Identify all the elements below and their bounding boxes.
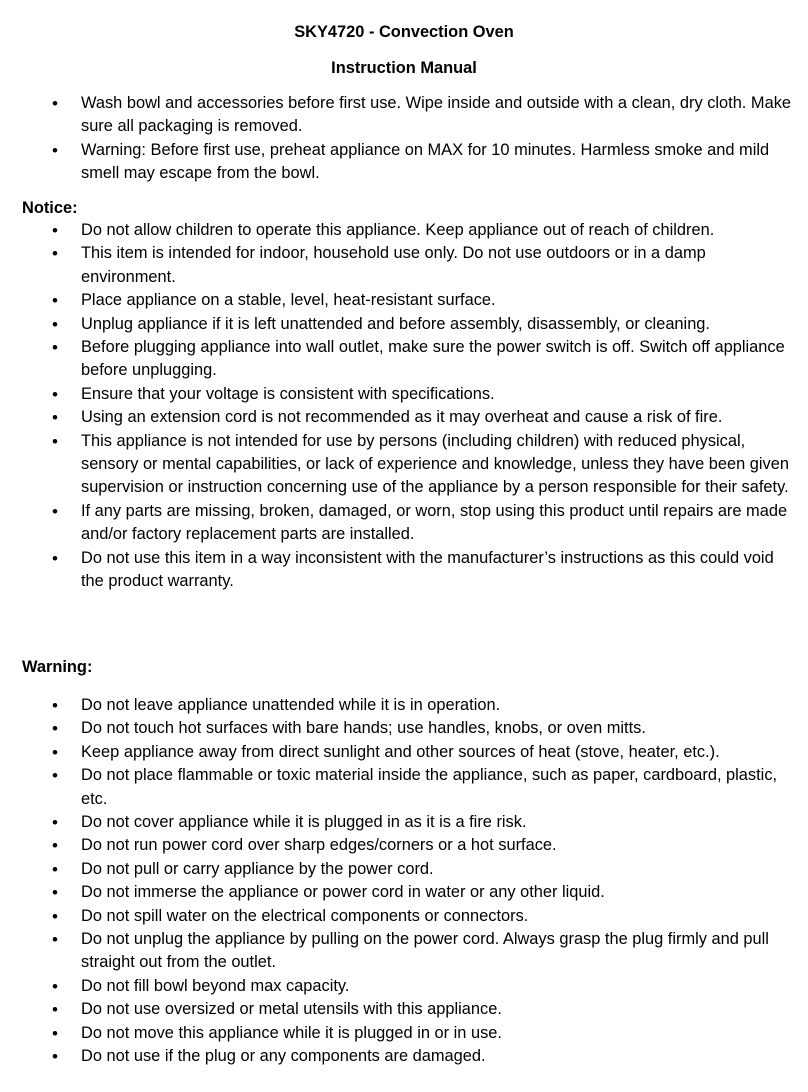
list-item: • Do not unplug the appliance by pulling on the power cord. Always grasp the plug firmly and pull straight out from the outlet.: [0, 928, 808, 975]
list-item: • This item is intended for indoor, household use only. Do not use outdoors or in a damp environment.: [0, 242, 808, 289]
list-item: • Do not allow children to operate this appliance. Keep appliance out of reach of children.: [0, 219, 808, 242]
list-item: • Do not place flammable or toxic material inside the appliance, such as paper, cardboard, plastic, etc.: [0, 764, 808, 811]
document-title: SKY4720 - Convection Oven: [294, 23, 514, 41]
list-item: • Wash bowl and accessories before first use. Wipe inside and outside with a clean, dry cloth. Make sure all packaging is removed.: [0, 92, 808, 139]
list-item: • Do not fill bowl beyond max capacity.: [0, 975, 808, 998]
list-item: • Do not use this item in a way inconsistent with the manufacturer’s instructions as this could void the product warranty.: [0, 547, 808, 594]
document-subtitle: Instruction Manual: [331, 59, 477, 77]
list-item: • Do not cover appliance while it is plugged in as it is a fire risk.: [0, 811, 808, 834]
warning-list: [0, 694, 808, 1069]
list-item: • Keep appliance away from direct sunlight and other sources of heat (stove, heater, etc.).: [0, 741, 808, 764]
list-item: • Do not leave appliance unattended while it is in operation.: [0, 694, 808, 717]
list-item: • Do not immerse the appliance or power cord in water or any other liquid.: [0, 881, 808, 904]
list-item: • This appliance is not intended for use by persons (including children) with reduced physical, sensory or mental capabilities, or lack of experience and knowledge, unless they have been given supervision or instruction concerning use of the appliance by a person responsible for their safety.: [0, 430, 808, 500]
list-item: • Do not move this appliance while it is plugged in or in use.: [0, 1022, 808, 1045]
list-item: • Do not use oversized or metal utensils with this appliance.: [0, 998, 808, 1021]
list-item: • Before plugging appliance into wall outlet, make sure the power switch is off. Switch off appliance before unplugging.: [0, 336, 808, 383]
list-item: • Do not spill water on the electrical components or connectors.: [0, 905, 808, 928]
notice-heading: Notice:: [22, 199, 78, 217]
list-item: • Do not use if the plug or any components are damaged.: [0, 1045, 808, 1068]
warning-heading: Warning:: [22, 658, 93, 676]
list-item: • Do not touch hot surfaces with bare hands; use handles, knobs, or oven mitts.: [0, 717, 808, 740]
list-item: • Unplug appliance if it is left unattended and before assembly, disassembly, or cleaning.: [0, 313, 808, 336]
list-item: • Ensure that your voltage is consistent with specifications.: [0, 383, 808, 406]
notice-list: [0, 219, 808, 594]
list-item: • Using an extension cord is not recommended as it may overheat and cause a risk of fire.: [0, 406, 808, 429]
list-item: • If any parts are missing, broken, damaged, or worn, stop using this product until repairs are made and/or factory replacement parts are installed.: [0, 500, 808, 547]
list-item: • Do not pull or carry appliance by the power cord.: [0, 858, 808, 881]
list-item: • Do not run power cord over sharp edges/corners or a hot surface.: [0, 834, 808, 857]
intro-list: [0, 92, 808, 186]
list-item: • Place appliance on a stable, level, heat-resistant surface.: [0, 289, 808, 312]
list-item: • Warning: Before first use, preheat appliance on MAX for 10 minutes. Harmless smoke and mild smell may escape from the bowl.: [0, 139, 808, 186]
